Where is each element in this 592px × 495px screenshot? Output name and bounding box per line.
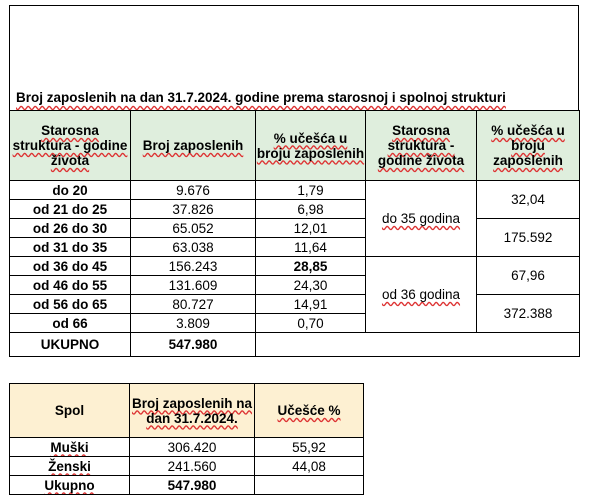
pct-cell: 11,64 <box>256 238 366 257</box>
header-employee-count-date: Broj zaposlenih na dan 31.7.2024. <box>130 384 255 438</box>
group-count-cell: 372.388 <box>477 295 580 333</box>
age-cell: od 46 do 55 <box>10 276 131 295</box>
total-row <box>10 333 580 357</box>
age-cell: od 36 do 45 <box>10 257 131 276</box>
count-cell: 306.420 <box>130 438 255 457</box>
count-cell: 131.609 <box>131 276 256 295</box>
count-cell: 3.809 <box>131 314 256 333</box>
header-age-structure: Starosna struktura - godine života <box>10 111 131 181</box>
age-cell: od 21 do 25 <box>10 200 131 219</box>
age-cell: od 66 <box>10 314 131 333</box>
count-cell: 241.560 <box>130 457 255 476</box>
pct-cell: 28,85 <box>256 257 366 276</box>
empty-cell <box>256 333 580 357</box>
total-label: UKUPNO <box>10 333 131 357</box>
table-row <box>10 438 364 457</box>
pct-cell: 1,79 <box>256 181 366 200</box>
group-label-cell: do 35 godina <box>366 181 477 257</box>
table-row <box>10 457 364 476</box>
table-row <box>10 257 580 276</box>
pct-cell: 55,92 <box>255 438 364 457</box>
age-cell: od 26 do 30 <box>10 219 131 238</box>
pct-cell: 44,08 <box>255 457 364 476</box>
header-gender: Spol <box>10 384 130 438</box>
page-title: Broj zaposlenih na dan 31.7.2024. godine prema starosnoj i spolnoj strukturi <box>16 90 506 105</box>
count-cell: 9.676 <box>131 181 256 200</box>
pct-cell: 14,91 <box>256 295 366 314</box>
table-row <box>10 295 580 314</box>
header-group-share: % učešća u broju zaposlenih <box>477 111 580 181</box>
header-row <box>10 111 580 181</box>
count-cell: 63.038 <box>131 238 256 257</box>
pct-cell: 6,98 <box>256 200 366 219</box>
count-cell: 65.052 <box>131 219 256 238</box>
group-label-cell: od 36 godina <box>366 257 477 333</box>
pct-cell: 0,70 <box>256 314 366 333</box>
pct-cell: 12,01 <box>256 219 366 238</box>
pct-cell: 24,30 <box>256 276 366 295</box>
total-value: 547.980 <box>131 333 256 357</box>
header-row <box>10 384 364 438</box>
header-share: Učešće % <box>255 384 364 438</box>
age-cell: od 31 do 35 <box>10 238 131 257</box>
age-cell: od 56 do 65 <box>10 295 131 314</box>
gender-cell: Ženski <box>10 457 130 476</box>
total-label: Ukupno <box>10 476 130 495</box>
group-pct-cell: 32,04 <box>477 181 580 219</box>
total-row <box>10 476 364 495</box>
gender-cell: Muški <box>10 438 130 457</box>
age-cell: do 20 <box>10 181 131 200</box>
group-count-cell: 175.592 <box>477 219 580 257</box>
count-cell: 156.243 <box>131 257 256 276</box>
empty-cell <box>255 476 364 495</box>
gender-structure-table <box>9 383 364 495</box>
table-row <box>10 219 580 238</box>
total-value: 547.980 <box>130 476 255 495</box>
header-employee-count: Broj zaposlenih <box>131 111 256 181</box>
table-row <box>10 181 580 200</box>
group-pct-cell: 67,96 <box>477 257 580 295</box>
count-cell: 37.826 <box>131 200 256 219</box>
count-cell: 80.727 <box>131 295 256 314</box>
age-structure-table <box>9 110 580 357</box>
header-age-group: Starosna struktura - godine života <box>366 111 477 181</box>
header-share-percent: % učešća u broju zaposlenih <box>256 111 366 181</box>
